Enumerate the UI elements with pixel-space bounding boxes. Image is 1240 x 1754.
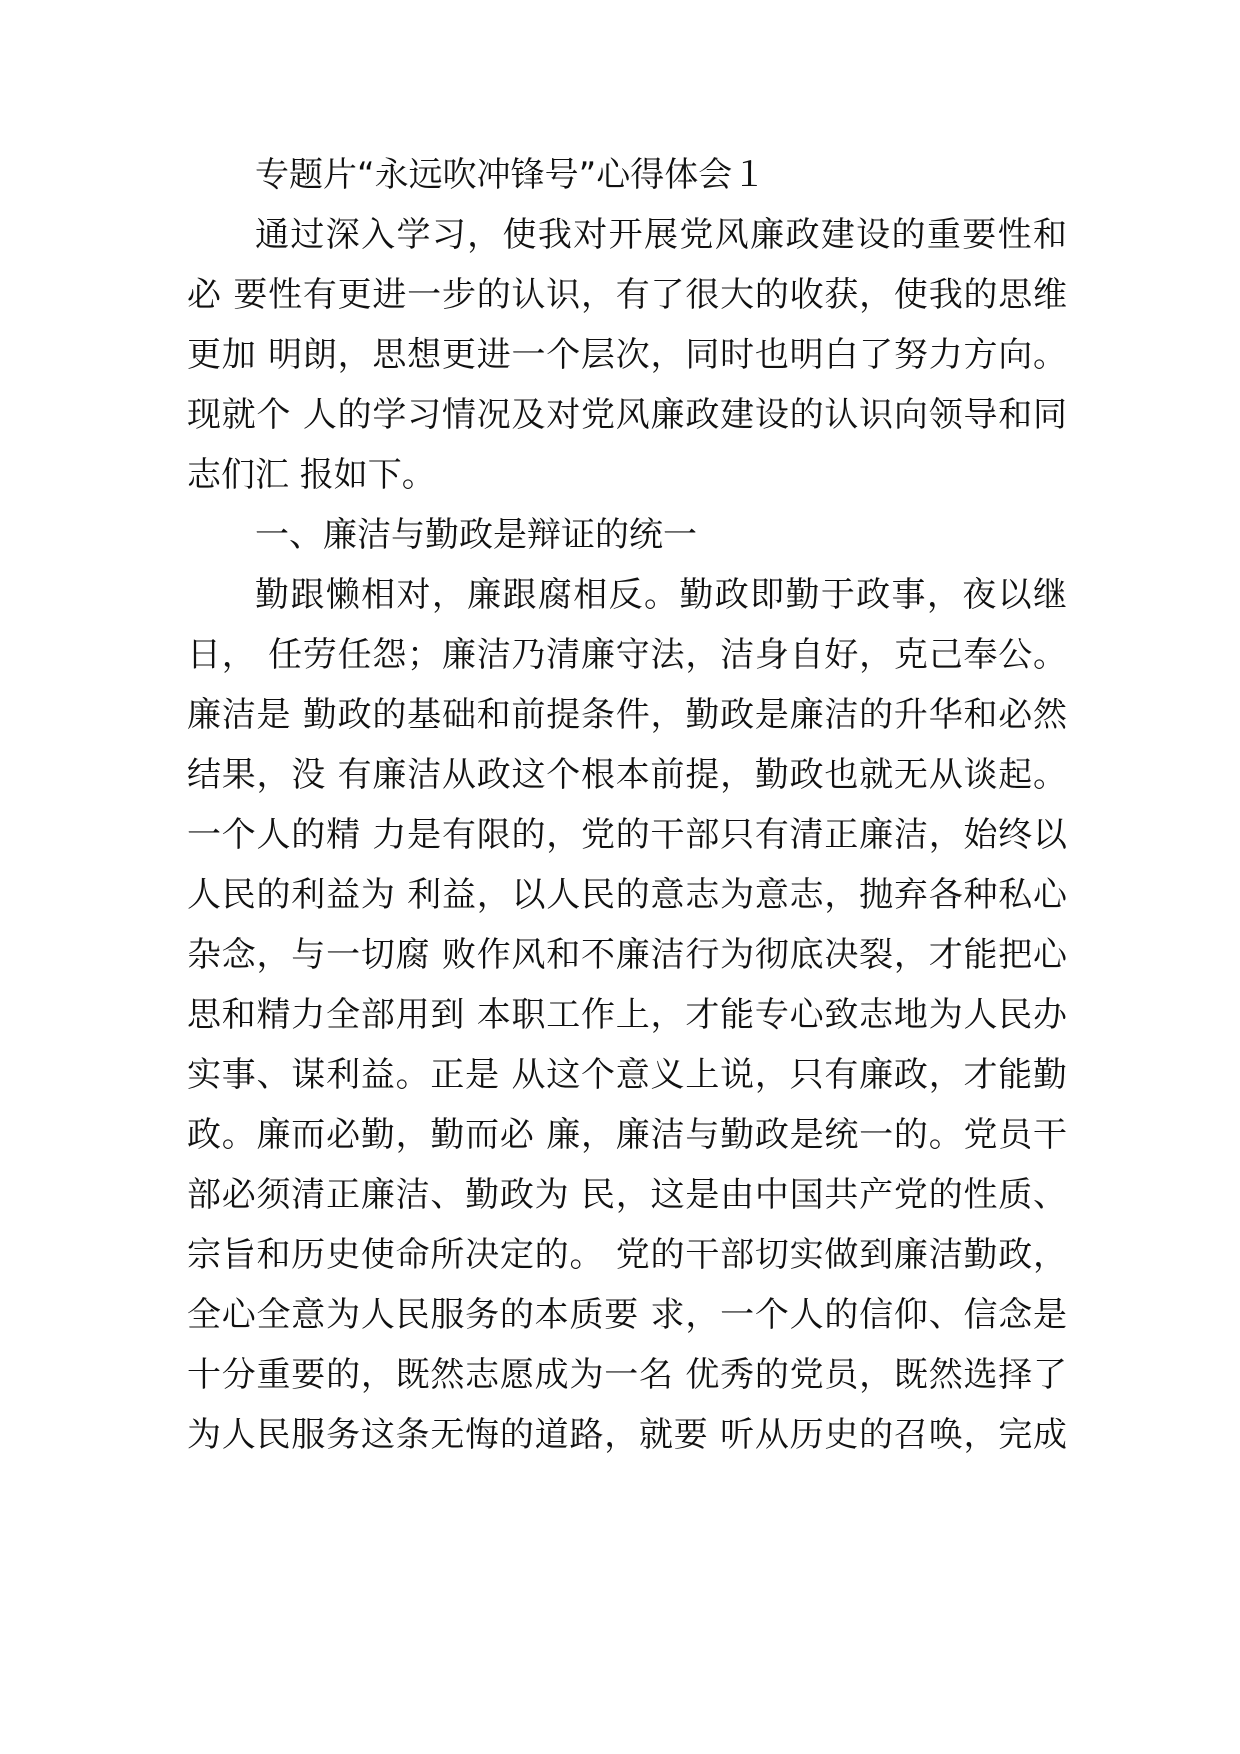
paragraph-line: 杂念，与一切腐 败作风和不廉洁行为彻底决裂，才能把心 (187, 935, 1067, 975)
paragraph-line: 为人民服务这条无悔的道路，就要 听从历史的召唤，完成 (187, 1415, 1067, 1455)
paragraph-line: 结果，没 有廉洁从政这个根本前提，勤政也就无从谈起。 (187, 755, 1067, 795)
paragraph-line: 人民的利益为 利益，以人民的意志为意志，抛弃各种私心 (187, 875, 1067, 915)
paragraph-line: 宗旨和历史使命所决定的。 党的干部切实做到廉洁勤政， (187, 1235, 1067, 1275)
paragraph-line: 实事、谋利益。正是 从这个意义上说，只有廉政，才能勤 (187, 1055, 1067, 1095)
document-title: 专题片“永远吹冲锋号”心得体会１ (255, 155, 767, 195)
paragraph-line: 思和精力全部用到 本职工作上，才能专心致志地为人民办 (187, 995, 1067, 1035)
paragraph-line: 勤跟懒相对，廉跟腐相反。勤政即勤于政事，夜以继 (255, 575, 1067, 615)
paragraph-line: 日， 任劳任怨；廉洁乃清廉守法，洁身自好，克己奉公。 (187, 635, 1067, 675)
paragraph-line: 现就个 人的学习情况及对党风廉政建设的认识向领导和同 (187, 395, 1067, 435)
paragraph-line: 政。廉而必勤，勤而必 廉，廉洁与勤政是统一的。党员干 (187, 1115, 1067, 1155)
paragraph-line: 一个人的精 力是有限的，党的干部只有清正廉洁，始终以 (187, 815, 1067, 855)
paragraph-line: 更加 明朗，思想更进一个层次，同时也明白了努力方向。 (187, 335, 1067, 375)
section-heading: 一、廉洁与勤政是辩证的统一 (255, 515, 697, 555)
paragraph-line: 全心全意为人民服务的本质要 求，一个人的信仰、信念是 (187, 1295, 1067, 1335)
paragraph-line: 通过深入学习，使我对开展党风廉政建设的重要性和 (255, 215, 1067, 255)
paragraph-line: 部必须清正廉洁、勤政为 民，这是由中国共产党的性质、 (187, 1175, 1067, 1215)
paragraph-line: 必 要性有更进一步的认识，有了很大的收获，使我的思维 (187, 275, 1067, 315)
paragraph-line: 十分重要的，既然志愿成为一名 优秀的党员，既然选择了 (187, 1355, 1067, 1395)
paragraph-line: 廉洁是 勤政的基础和前提条件，勤政是廉洁的升华和必然 (187, 695, 1067, 735)
paragraph-line: 志们汇 报如下。 (187, 455, 436, 495)
